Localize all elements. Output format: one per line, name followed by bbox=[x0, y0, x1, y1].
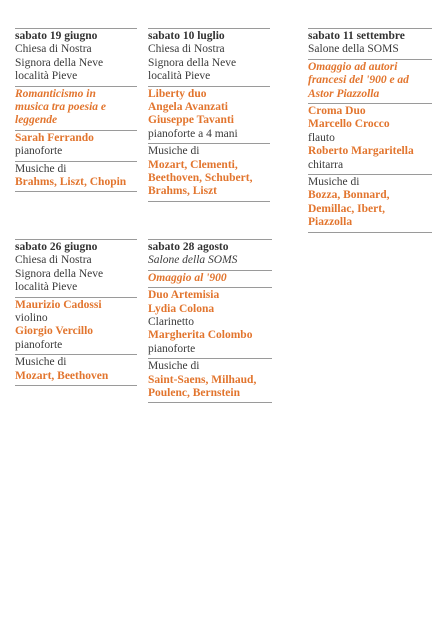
performer-name: Giuseppe Tavanti bbox=[148, 114, 234, 127]
composers: Mozart, Beethoven bbox=[15, 369, 109, 382]
performer-name: Sarah Ferrando bbox=[15, 131, 94, 144]
performer-instrument: flauto bbox=[308, 131, 335, 144]
composers: Saint-Saens, Milhaud, bbox=[148, 373, 257, 386]
divider bbox=[148, 201, 270, 202]
composers: Demillac, Ibert, bbox=[308, 202, 385, 215]
divider bbox=[15, 191, 137, 192]
venue-line: Salone della SOMS bbox=[308, 43, 399, 56]
concert-date: sabato 19 giugno bbox=[15, 30, 98, 42]
program-title: Omaggio ad autori bbox=[308, 60, 398, 73]
program-title: Astor Piazzolla bbox=[308, 87, 380, 100]
composers: Bozza, Bonnard, bbox=[308, 189, 390, 202]
venue-line: località Pieve bbox=[15, 70, 78, 83]
performer-instrument: violino bbox=[15, 312, 48, 325]
divider bbox=[148, 402, 272, 403]
program-title: francesi del '900 e ad bbox=[308, 74, 409, 87]
composers: Brahms, Liszt, Chopin bbox=[15, 176, 127, 189]
performer-name: Angela Avanzati bbox=[148, 101, 228, 114]
concert-card-28-agosto bbox=[148, 239, 272, 403]
venue-line: Chiesa di Nostra bbox=[15, 43, 92, 56]
performer-instrument: Clarinetto bbox=[148, 316, 194, 329]
music-label: Musiche di bbox=[308, 176, 360, 189]
performer-name: Roberto Margaritella bbox=[308, 145, 414, 158]
concert-card-19-giugno bbox=[15, 28, 137, 192]
divider bbox=[308, 232, 432, 233]
performer-instrument: pianoforte bbox=[148, 342, 196, 355]
concert-card-26-giugno bbox=[15, 239, 137, 386]
performer-name: Lydia Colona bbox=[148, 302, 215, 315]
composers: Poulenc, Bernstein bbox=[148, 387, 240, 400]
venue-line: Chiesa di Nostra bbox=[148, 43, 225, 56]
performer-name: Marcello Crocco bbox=[308, 118, 390, 131]
composers: Mozart, Clementi, bbox=[148, 158, 238, 171]
venue-line: Salone della SOMS bbox=[148, 254, 238, 267]
performer-name: Giorgio Vercillo bbox=[15, 325, 94, 338]
concert-date: sabato 10 luglio bbox=[148, 30, 225, 42]
concert-card-11-settembre bbox=[308, 28, 432, 233]
composers: Piazzolla bbox=[308, 216, 353, 229]
program-title: leggende bbox=[15, 114, 58, 127]
venue-line: località Pieve bbox=[15, 281, 78, 294]
music-label: Musiche di bbox=[15, 356, 67, 369]
program-title: Romanticismo in bbox=[15, 87, 96, 100]
music-label: Musiche di bbox=[15, 162, 67, 175]
venue-line: Chiesa di Nostra bbox=[15, 254, 92, 267]
performer-name: Duo Artemisia bbox=[148, 289, 220, 302]
performer-name: Maurizio Cadossi bbox=[15, 298, 102, 311]
venue-line: Signora della Neve bbox=[148, 56, 237, 69]
performer-name: Liberty duo bbox=[148, 87, 207, 100]
concert-date: sabato 26 giugno bbox=[15, 241, 98, 253]
divider bbox=[15, 385, 137, 386]
performer-instrument: chitarra bbox=[308, 158, 344, 171]
composers: Brahms, Liszt bbox=[148, 185, 217, 198]
music-label: Musiche di bbox=[148, 145, 200, 158]
performer-instrument: pianoforte a 4 mani bbox=[148, 127, 238, 140]
music-label: Musiche di bbox=[148, 360, 200, 373]
concert-card-10-luglio bbox=[148, 28, 270, 202]
concert-date: sabato 28 agosto bbox=[148, 241, 229, 253]
venue-line: Signora della Neve bbox=[15, 56, 104, 69]
program-title: musica tra poesia e bbox=[15, 101, 107, 114]
performer-instrument: pianoforte bbox=[15, 338, 63, 351]
program-title: Omaggio al '900 bbox=[148, 271, 227, 284]
concert-date: sabato 11 settembre bbox=[308, 30, 405, 42]
venue-line: località Pieve bbox=[148, 70, 211, 83]
composers: Beethoven, Schubert, bbox=[148, 172, 253, 185]
performer-name: Croma Duo bbox=[308, 105, 366, 118]
performer-name: Margherita Colombo bbox=[148, 329, 253, 342]
performer-instrument: pianoforte bbox=[15, 145, 63, 158]
venue-line: Signora della Neve bbox=[15, 267, 104, 280]
